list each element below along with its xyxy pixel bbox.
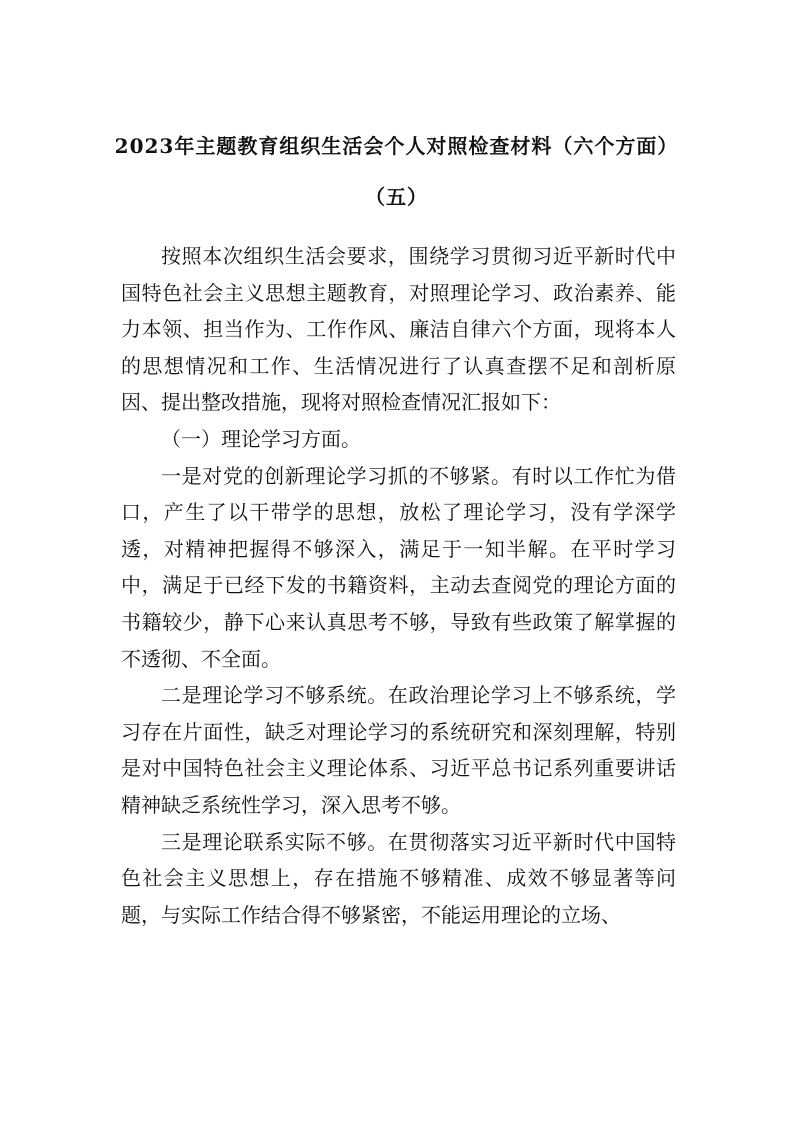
paragraph-point-3: 三是理论联系实际不够。在贯彻落实习近平新时代中国特色社会主义思想上，存在措施不够精准、成效不够显著等问题，与实际工作结合得不够紧密，不能运用理论的立场、: [121, 829, 676, 927]
document-subtitle: （五）: [365, 185, 428, 209]
document-body: [121, 238, 676, 933]
paragraph-point-1: 一是对党的创新理论学习抓的不够紧。有时以工作忙为借口，产生了以干带学的思想，放松了理论学习，没有学深学透，对精神把握得不够深入，满足于一知半解。在平时学习中，满足于已经下发的书籍资料，主动去查阅党的理论方面的书籍较少，静下心来认真思考不够，导致有些政策了解掌握的不透彻、不全面。: [121, 463, 676, 671]
paragraph-point-2: 二是理论学习不够系统。在政治理论学习上不够系统，学习存在片面性，缺乏对理论学习的系统研究和深刻理解，特别是对中国特色社会主义理论体系、习近平总书记系列重要讲话精神缺乏系统性学习，深入思考不够。: [121, 683, 676, 817]
paragraph-intro: 按照本次组织生活会要求，围绕学习贯彻习近平新时代中国特色社会主义思想主题教育，对照理论学习、政治素养、能力本领、担当作为、工作作风、廉洁自律六个方面，现将本人的思想情况和工作、生活情况进行了认真查摆不足和剖析原因、提出整改措施，现将对照检查情况汇报如下：: [121, 244, 676, 415]
document-title: 2023年主题教育组织生活会个人对照检查材料（六个方面）: [114, 134, 679, 158]
section-heading: （一）理论学习方面。: [161, 426, 361, 451]
